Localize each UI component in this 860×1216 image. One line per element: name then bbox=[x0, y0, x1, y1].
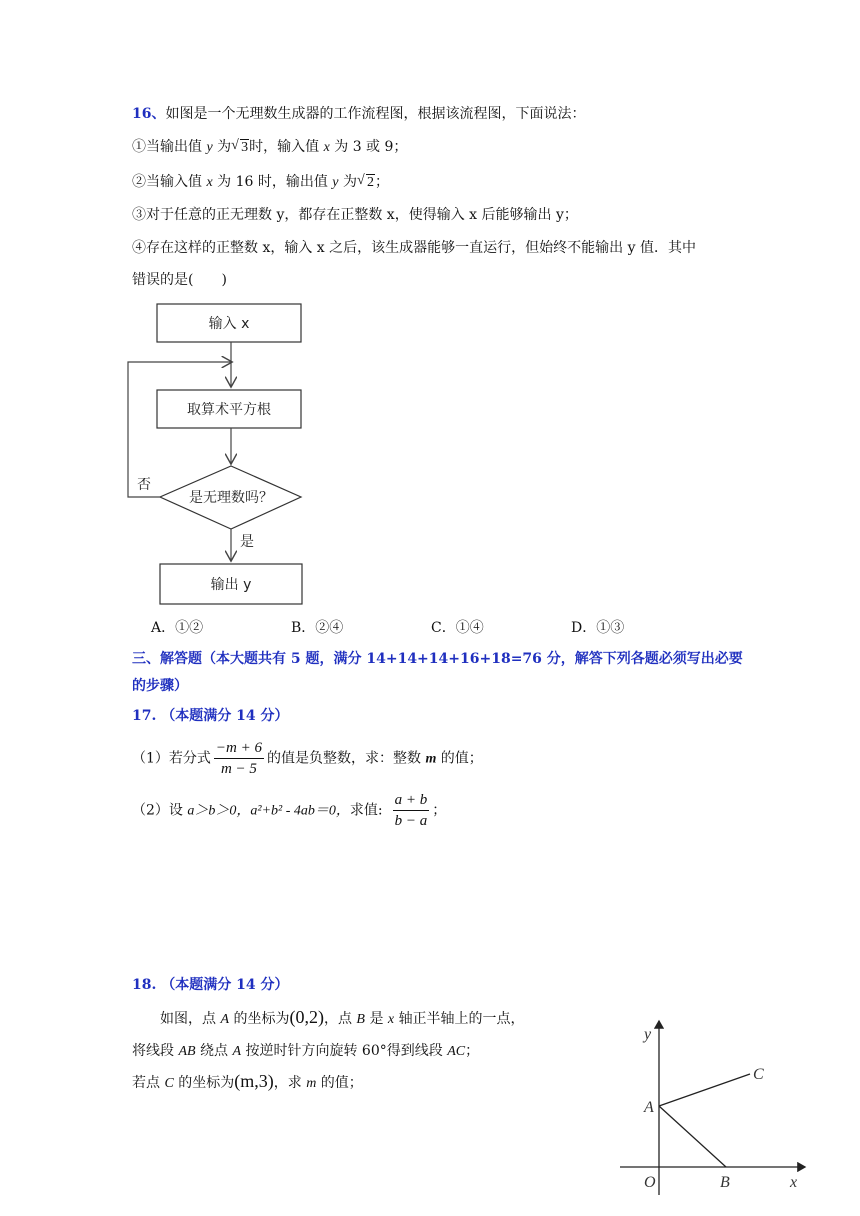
s2-var-y: y bbox=[332, 175, 339, 190]
q17-p2-suffix: ； bbox=[432, 802, 447, 819]
section3-heading-2: 的步骤） bbox=[132, 678, 188, 694]
option-a: A．①② bbox=[151, 620, 204, 636]
flow-decision-label: 是无理数吗？ bbox=[189, 490, 273, 506]
label-x: x bbox=[790, 1174, 798, 1191]
q17-part1 bbox=[132, 738, 483, 779]
q18-l1-point-b: B bbox=[356, 1012, 365, 1027]
q18-l2-segment-ac: AC bbox=[447, 1044, 466, 1059]
q18-l1-var-x: x bbox=[387, 1012, 395, 1027]
q17-p1-fraction bbox=[214, 738, 264, 779]
q18-l3-point-c: C bbox=[164, 1076, 174, 1091]
q18-l1-point-a: A bbox=[220, 1012, 230, 1027]
q16-stem: 如图是一个无理数生成器的工作流程图，根据该流程图，下面说法： bbox=[165, 106, 586, 122]
q17-p1-var-m: m bbox=[425, 751, 437, 767]
s1-text-a: ①当输出值 bbox=[132, 139, 202, 155]
q16-statement-1 bbox=[132, 137, 407, 158]
q17-p1-denominator: m − 5 bbox=[220, 761, 257, 777]
s2-var-x: x bbox=[206, 175, 213, 190]
s2-text-e: 为 bbox=[342, 174, 357, 190]
q18-figure bbox=[610, 1015, 810, 1205]
flow-sqrt-label: 取算术平方根 bbox=[187, 402, 271, 418]
q18-line-2 bbox=[132, 1041, 479, 1062]
s2-sqrt bbox=[357, 173, 375, 193]
q18-l2-a: 将线段 bbox=[132, 1043, 174, 1059]
q17-p1-numerator: −m + 6 bbox=[214, 738, 264, 759]
q18-l3-c: 的坐标为 bbox=[178, 1075, 235, 1091]
s2-text-a: ②当输入值 bbox=[132, 174, 202, 190]
flow-output-label: 输出 y bbox=[210, 577, 252, 593]
s1-var-x: x bbox=[323, 140, 330, 155]
option-d: D．①③ bbox=[571, 620, 625, 636]
s1-text-g: 为 3 或 9； bbox=[334, 139, 408, 155]
section3-heading-1: 三、解答题（本大题共有 5 题，满分 14+14+14+16+18=76 分，解答下列各题必须写出必要 bbox=[132, 651, 743, 667]
q18-l3-g: 的值； bbox=[320, 1075, 363, 1091]
label-a: A bbox=[644, 1099, 654, 1116]
q18-l3-e: ，求 bbox=[273, 1075, 302, 1091]
flow-yes-label: 是 bbox=[240, 534, 254, 550]
option-c: C．①④ bbox=[431, 620, 484, 636]
q18-l1-coord-a: (0,2) bbox=[289, 1007, 324, 1027]
q18-l2-segment-ab: AB bbox=[178, 1044, 196, 1059]
q17-p1-suffix: 的值； bbox=[440, 750, 483, 767]
q18-l3-a: 若点 bbox=[132, 1075, 160, 1091]
q16-stem-line bbox=[132, 104, 585, 124]
q17-p1-text: 的值是负整数，求：整数 bbox=[267, 750, 421, 767]
q17-p2-fraction bbox=[393, 790, 430, 831]
q18-l1-i: 轴正半轴上的一点， bbox=[398, 1011, 525, 1027]
s2-text-g: ； bbox=[374, 174, 389, 190]
segment-ab bbox=[659, 1106, 726, 1167]
q18-header: 18. （本题满分 14 分） bbox=[132, 977, 289, 993]
label-o: O bbox=[644, 1174, 656, 1191]
q18-l1-c: 的坐标为 bbox=[233, 1011, 290, 1027]
flow-no-label: 否 bbox=[137, 477, 151, 493]
q16-question: 错误的是( ) bbox=[132, 272, 227, 288]
flow-input-label: 输入 x bbox=[208, 316, 250, 332]
s1-var-y: y bbox=[206, 140, 213, 155]
q18-line-3 bbox=[132, 1071, 363, 1094]
q16-statement-2 bbox=[132, 172, 389, 193]
s1-text-c: 为 bbox=[217, 139, 232, 155]
q18-l2-c: 绕点 bbox=[200, 1043, 229, 1059]
option-b: B．②④ bbox=[291, 620, 344, 636]
q18-l3-coord-c: (m,3) bbox=[234, 1071, 274, 1091]
q18-l2-g: ； bbox=[465, 1043, 480, 1059]
q16-statement-3: ③对于任意的正无理数 y，都存在正整数 x，使得输入 x 后能够输出 y； bbox=[132, 207, 578, 223]
q17-p2-condition: a＞b＞0，a²+b² - 4ab＝0， bbox=[187, 803, 350, 819]
q18-l2-point-a: A bbox=[232, 1044, 242, 1059]
q17-header: 17. （本题满分 14 分） bbox=[132, 708, 289, 724]
label-b: B bbox=[720, 1174, 730, 1191]
q17-p2-prefix: （2）设 bbox=[132, 802, 183, 819]
s1-text-e: 时，输入值 bbox=[249, 139, 320, 155]
q17-part2 bbox=[132, 790, 446, 831]
q16-statement-4: ④存在这样的正整数 x，输入 x 之后，该生成器能够一直运行，但始终不能输出 y 值．其中 bbox=[132, 240, 696, 256]
q18-l3-var-m: m bbox=[306, 1076, 317, 1091]
q18-l2-e: 按逆时针方向旋转 60°得到线段 bbox=[245, 1043, 443, 1059]
q18-line-1 bbox=[160, 1007, 525, 1030]
q16-number: 16、 bbox=[132, 106, 166, 122]
s1-sqrt bbox=[231, 138, 249, 158]
q17-p1-prefix: （1）若分式 bbox=[132, 750, 211, 767]
q17-p2-label: 求值: bbox=[349, 802, 383, 819]
label-y: y bbox=[644, 1026, 652, 1043]
segment-ac bbox=[659, 1074, 750, 1106]
q18-l1-a: 如图，点 bbox=[160, 1011, 216, 1027]
s2-radicand: 2 bbox=[366, 175, 374, 190]
q18-l1-e: ，点 bbox=[323, 1011, 352, 1027]
s1-radicand: 3 bbox=[241, 140, 249, 155]
q17-p2-numerator: a + b bbox=[393, 790, 430, 811]
q17-p2-denominator: b − a bbox=[394, 813, 428, 829]
q18-l1-g: 是 bbox=[369, 1011, 384, 1027]
s2-text-c: 为 16 时，输出值 bbox=[217, 174, 328, 190]
q16-options bbox=[151, 618, 711, 638]
label-c: C bbox=[753, 1066, 764, 1083]
flowchart bbox=[120, 296, 320, 614]
